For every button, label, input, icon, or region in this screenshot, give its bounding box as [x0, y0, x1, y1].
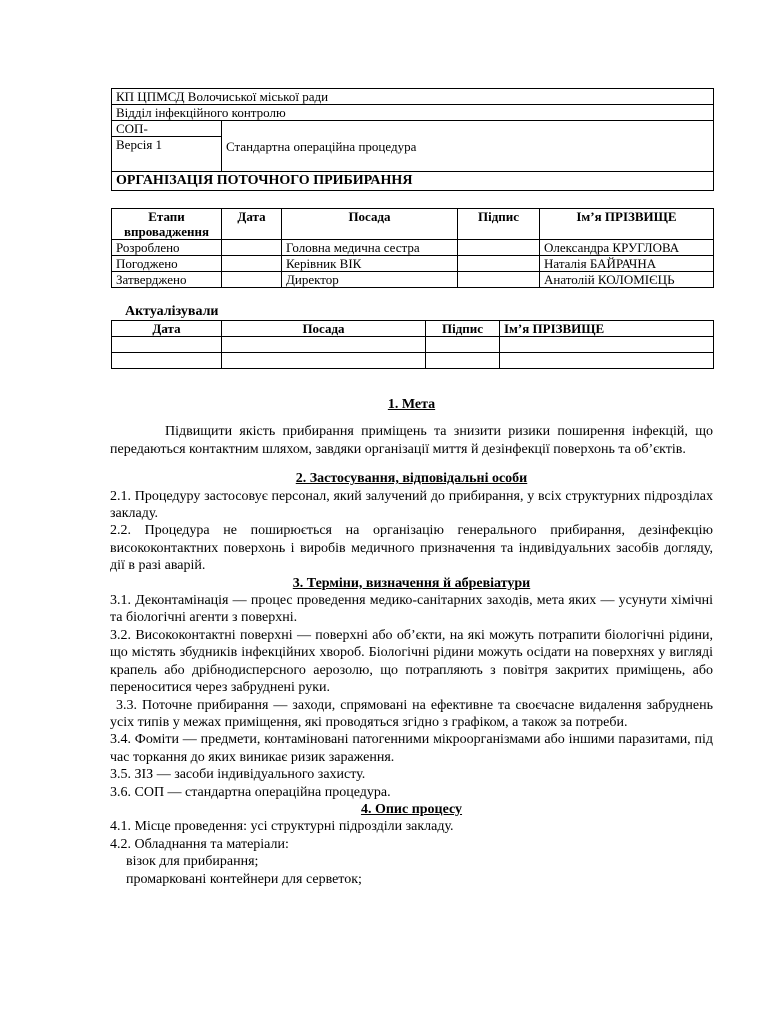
- approval-position: Головна медична сестра: [282, 240, 458, 256]
- doc-type: Стандартна операційна процедура: [222, 121, 714, 172]
- approval-position: Керівник ВІК: [282, 256, 458, 272]
- section-2-2: 2.2. Процедура не поширюється на організацію генерального прибирання, дезінфекцію висококонтактних поверхонь і виробів медичного призначення та індивідуальних засобів догляду, дії в разі аварій.: [110, 523, 713, 574]
- approval-col-date: Дата: [222, 209, 282, 240]
- section-3-heading: 3. Терміни, визначення й абревіатури: [292, 575, 531, 591]
- approval-date: [222, 256, 282, 272]
- table-row: [112, 337, 714, 353]
- table-row: [112, 272, 714, 288]
- approval-table: [111, 208, 714, 288]
- section-1-heading: 1. Мета: [387, 397, 436, 412]
- approval-stage: Погоджено: [112, 256, 222, 272]
- approval-col-stage: Етапи впровадження: [112, 209, 222, 240]
- approval-stage: Розроблено: [112, 240, 222, 256]
- approval-name: Олександра КРУГЛОВА: [540, 240, 714, 256]
- approval-col-signature: Підпис: [458, 209, 540, 240]
- department-name: Відділ інфекційного контролю: [112, 105, 714, 121]
- approval-col-position: Посада: [282, 209, 458, 240]
- section-3-1: 3.1. Деконтамінація — процес проведення медико-санітарних заходів, мета яких — усунути хімічні та біологічні агенти з поверхні.: [110, 593, 713, 626]
- updates-table: [111, 320, 714, 369]
- section-3-3: 3.3. Поточне прибирання — заходи, спрямовані на ефективне та своєчасне видалення забруднень усіх типів у межах приміщення, які проводяться згідно з графіком, а також за потреби.: [110, 697, 713, 730]
- updates-col-signature: Підпис: [426, 321, 500, 337]
- section-2-1: 2.1. Процедуру застосовує персонал, який залучений до прибирання, у всіх структурних підрозділах закладу.: [110, 488, 713, 522]
- section-4-1: 4.1. Місце проведення: усі структурні підрозділи закладу.: [110, 819, 454, 835]
- list-item: промарковані контейнери для серветок;: [126, 871, 362, 887]
- approval-name: Анатолій КОЛОМІЄЦЬ: [540, 272, 714, 288]
- approval-date: [222, 272, 282, 288]
- sop-code: СОП-: [112, 121, 222, 137]
- approval-name: Наталія БАЙРАЧНА: [540, 256, 714, 272]
- doc-title: ОРГАНІЗАЦІЯ ПОТОЧНОГО ПРИБИРАННЯ: [112, 172, 714, 191]
- approval-stage: Затверджено: [112, 272, 222, 288]
- document-body: [110, 396, 713, 888]
- section-3-5: 3.5. ЗІЗ — засоби індивідуального захисту.: [110, 767, 366, 783]
- updates-col-position: Посада: [222, 321, 426, 337]
- approval-date: [222, 240, 282, 256]
- section-4-2: 4.2. Обладнання та матеріали:: [110, 836, 289, 852]
- section-4-heading: 4. Опис процесу: [360, 801, 463, 817]
- updates-col-name: Ім’я ПРІЗВИЩЕ: [500, 321, 714, 337]
- approval-col-name: Ім’я ПРІЗВИЩЕ: [540, 209, 714, 240]
- table-row: [112, 353, 714, 369]
- table-row: [112, 240, 714, 256]
- doc-version: Версія 1: [112, 137, 222, 172]
- updates-col-date: Дата: [112, 321, 222, 337]
- list-item: візок для прибирання;: [126, 854, 259, 870]
- approval-signature: [458, 272, 540, 288]
- section-2-heading: 2. Застосування, відповідальні особи: [295, 471, 528, 487]
- header-table: [111, 88, 714, 191]
- section-3-2: 3.2. Висококонтактні поверхні — поверхні або об’єкти, на які можуть потрапити біологічні рідини, що містять збудників інфекційних хвороб. Біологічні рідини можуть осідати на поверхнях у вигляді крапель або дрібнодисперсного аерозолю, що потрапляють з повітря закритих приміщень, або переноситися через забруднені руки.: [110, 627, 713, 696]
- org-name: КП ЦПМСД Волочиської міської ради: [112, 89, 714, 105]
- updates-label: Актуалізували: [125, 304, 219, 319]
- section-3-6: 3.6. СОП — стандартна операційна процедура.: [110, 784, 391, 800]
- approval-signature: [458, 256, 540, 272]
- approval-position: Директор: [282, 272, 458, 288]
- section-1-text: Підвищити якість прибирання приміщень та знизити ризики поширення інфекцій, що передаються контактним шляхом, завдяки організації миття й дезінфекції поверхонь та об’єктів.: [110, 424, 713, 457]
- approval-signature: [458, 240, 540, 256]
- section-3-4: 3.4. Фоміти — предмети, контаміновані патогенними мікроорганізмами або іншими паразитами, під час торкання до яких виникає ризик зараження.: [110, 732, 713, 765]
- table-row: [112, 256, 714, 272]
